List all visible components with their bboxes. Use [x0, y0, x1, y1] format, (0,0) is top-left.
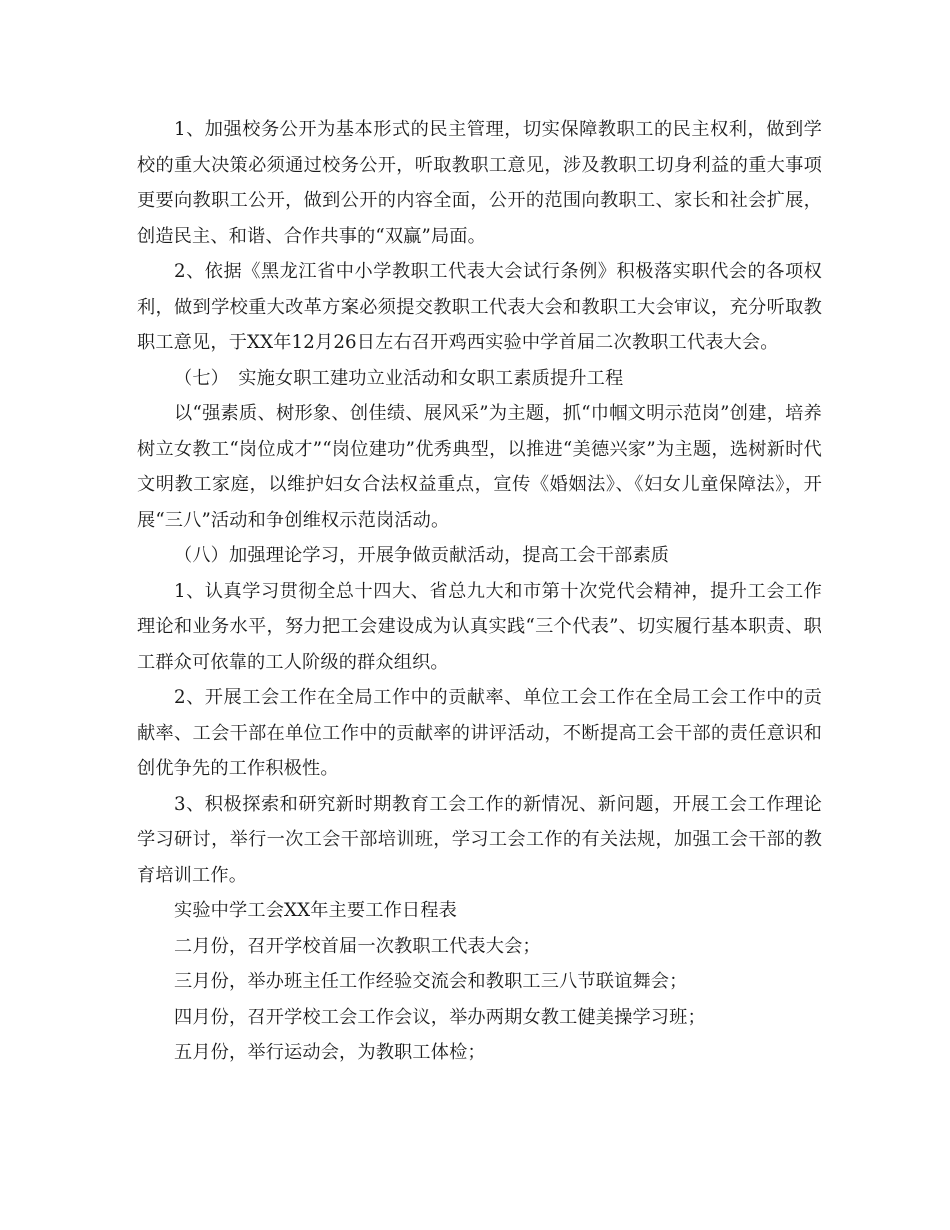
schedule-item-apr: 四月份，召开学校工会工作会议，举办两期女教工健美操学习班； — [174, 1006, 706, 1028]
schedule-item-feb: 二月份，召开学校首届一次教职工代表大会； — [174, 935, 541, 957]
schedule-item-may: 五月份，举行运动会，为教职工体检； — [174, 1042, 486, 1063]
section-heading-7: （七） 实施女职工建功立业活动和女职工素质提升工程 — [174, 367, 624, 389]
paragraph-5: 2、开展工会工作在全局工作中的贡献率、单位工会工作在全局工会工作中的贡献率、工会干部在单位工作中的贡献率的讲评活动，不断提高工会干部的责任意识和创优争先的工作积极性。 — [137, 687, 822, 779]
paragraph-2: 2、依据《黑龙江省中小学教职工代表大会试行条例》积极落实职代会的各项权利，做到学校重大改革方案必须提交教职工代表大会和教职工大会审议，充分听取教职工意见，于XX年12月26日左右召开鸡西实验中学首届二次教职工代表大会。 — [137, 261, 822, 353]
paragraph-1: 1、加强校务公开为基本形式的民主管理，切实保障教职工的民主权利，做到学校的重大决策必须通过校务公开，听取教职工意见，涉及教职工切身利益的重大事项更要向教职工公开，做到公开的内容全面，公开的范围向教职工、家长和社会扩展，创造民主、和谐、合作共事的“双赢”局面。 — [137, 119, 822, 247]
section-heading-8: （八）加强理论学习，开展争做贡献活动，提高工会干部素质 — [174, 545, 670, 566]
paragraph-4: 1、认真学习贯彻全总十四大、省总九大和市第十次党代会精神，提升工会工作理论和业务水平，努力把工会建设成为认真实践“三个代表”、切实履行基本职责、职工群众可依靠的工人阶级的群众组织。 — [137, 580, 822, 673]
schedule-title: 实验中学工会XX年主要工作日程表 — [174, 900, 457, 921]
paragraph-6: 3、积极探索和研究新时期教育工会工作的新情况、新问题，开展工会工作理论学习研讨，举行一次工会干部培训班，学习工会工作的有关法规，加强工会干部的教育培训工作。 — [137, 793, 822, 886]
schedule-item-mar: 三月份，举办班主任工作经验交流会和教职工三八节联谊舞会； — [174, 971, 688, 992]
paragraph-3: 以“强素质、树形象、创佳绩、展风采”为主题，抓“巾帼文明示范岗”创建，培养树立女教工“岗位成才”“岗位建功”优秀典型，以推进“美德兴家”为主题，选树新时代文明教工家庭，以维护妇女合法权益重点，宣传《婚姻法》、《妇女儿童保障法》，开展“三八”活动和争创维权示范岗活动。 — [137, 403, 822, 531]
document-body — [137, 112, 822, 1071]
